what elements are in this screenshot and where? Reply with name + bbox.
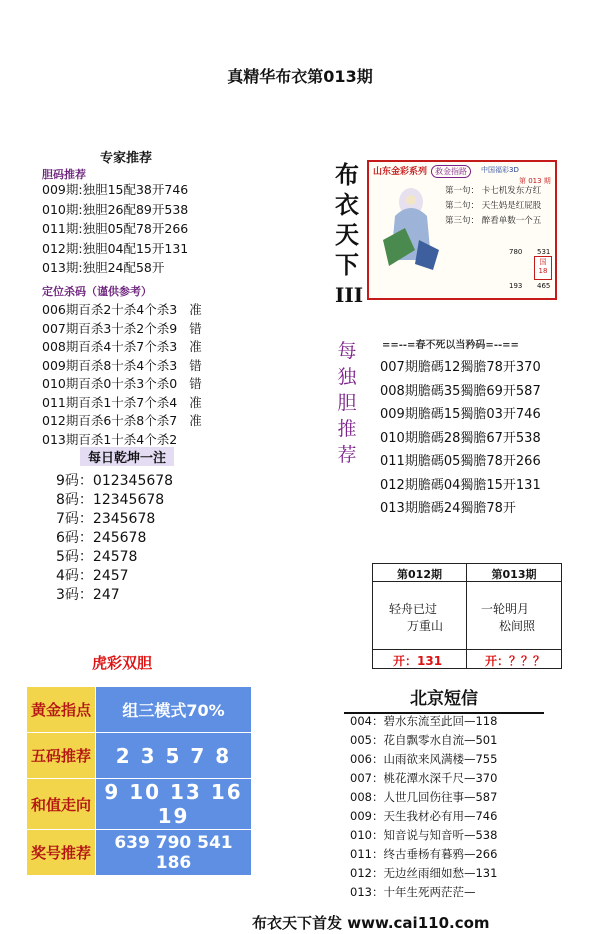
dan-char-5: 荐	[337, 444, 357, 466]
tiger-row-label: 黄金指点	[27, 687, 96, 733]
daily-item: 3码：247	[56, 587, 120, 603]
poem-col1-header: 第012期	[397, 568, 442, 581]
dan-char-2: 独	[337, 366, 357, 388]
daily-header: 每日乾坤一注	[80, 447, 174, 466]
beijing-item: 011：终古垂杨有暮鸦—266	[350, 847, 498, 861]
dan-vertical-title	[334, 338, 360, 468]
poem-col2-header: 第013期	[491, 568, 537, 581]
dan-header: ==--=春不死以当矜码=--==	[382, 340, 519, 351]
kill-mark: 准	[185, 302, 202, 317]
tiger-row-label: 和值走向	[27, 779, 96, 830]
dan-char-3: 胆	[337, 392, 357, 414]
tiger-grid	[26, 686, 252, 876]
kill-item	[42, 301, 202, 320]
daily-item: 8码：12345678	[56, 492, 165, 508]
banner-num-left-top: 780	[509, 248, 523, 256]
daily-item: 9码：012345678	[56, 473, 174, 489]
daily-item: 5码：24578	[56, 549, 138, 565]
kill-text: 011期百杀1十杀7个杀4	[42, 394, 178, 410]
banner-series: 山东金彩系列	[373, 167, 428, 177]
kill-mark: 错	[185, 357, 202, 373]
banner-num-right-bottom: 465	[537, 282, 551, 290]
daily-item: 4码：2457	[56, 568, 129, 584]
poem-table	[372, 563, 562, 669]
kill-item	[42, 338, 202, 357]
kill-text: 008期百杀4十杀7个杀3	[42, 339, 178, 354]
dan-list	[380, 356, 541, 521]
poem-col2-open: 开：？？？	[485, 654, 546, 668]
dan-char-1: 每	[337, 340, 357, 362]
kill-mark: 准	[185, 339, 202, 354]
poem-col2-line2: 松间照	[499, 619, 536, 633]
tiger-row	[27, 779, 252, 830]
footer-text: 布衣天下首发 www.cai110.com	[252, 914, 490, 932]
kill-text: 013期百杀1十杀4个杀2	[42, 431, 178, 447]
banner-num-right-top: 531	[537, 248, 551, 256]
tiger-row	[27, 830, 252, 876]
banner-vertical-title	[335, 160, 364, 310]
tiger-row-value: 639 790 541 186	[96, 830, 252, 876]
kill-list	[42, 301, 202, 449]
beijing-item: 008：人世几回伤往事—587	[350, 790, 498, 804]
tiger-row-label: 五码推荐	[27, 733, 96, 779]
tiger-row	[27, 687, 252, 733]
tiger-row	[27, 733, 252, 779]
banner-image	[367, 160, 557, 300]
banner-num-center: 国 18	[534, 256, 552, 280]
daily-list	[56, 472, 173, 605]
beijing-item: 013：十年生死两茫茫—	[350, 885, 476, 899]
beijing-header-wrap	[344, 684, 544, 714]
dan-item: 008期膽碼35獨膽69开587	[380, 383, 541, 399]
kill-item	[42, 394, 202, 413]
beijing-header: 北京短信	[410, 689, 478, 709]
expert-item: 012期:独胆04配15开131	[42, 240, 189, 256]
banner-char-5: III	[335, 283, 364, 307]
poem-col1-line1: 轻舟已过	[389, 602, 438, 616]
banner-char-4: 下	[335, 250, 359, 279]
banner-char-2: 衣	[335, 190, 359, 219]
banner-issue: 第 013 期	[519, 177, 551, 185]
expert-subheader: 胆码推荐	[42, 168, 86, 181]
banner-motto: 救金指路	[431, 165, 471, 178]
kill-mark: 错	[185, 376, 202, 391]
beijing-item: 006：山雨欲来风满楼—755	[350, 752, 498, 766]
banner-line-1: 第一句： 卡七机发东方红	[445, 186, 542, 196]
kill-text: 010期百杀0十杀3个杀0	[42, 376, 178, 391]
beijing-item: 007：桃花潭水深千尺—370	[350, 771, 498, 785]
banner-line-2: 第二句： 天生妈是红屁股	[445, 201, 542, 211]
tiger-row-value: 组三模式70%	[96, 687, 252, 733]
kill-mark: 准	[185, 413, 202, 428]
tiger-row-value: 9 10 13 16 19	[96, 779, 252, 830]
dan-char-4: 推	[337, 418, 357, 440]
scholar-illustration-icon	[375, 180, 447, 275]
beijing-list	[350, 712, 497, 902]
banner-site: 中国福彩3D	[481, 166, 519, 174]
banner-lines	[445, 184, 551, 229]
expert-list	[42, 180, 188, 278]
expert-item: 010期:独胆26配89开538	[42, 201, 189, 217]
tiger-header: 虎彩双胆	[92, 654, 153, 672]
tiger-row-value: 2 3 5 7 8	[96, 733, 252, 779]
banner-num-left-bottom: 193	[509, 282, 523, 290]
kill-subheader: 定位杀码（谨供参考）	[42, 285, 152, 298]
poem-col1-line2: 万重山	[407, 619, 444, 633]
beijing-item: 010：知音说与知音听—538	[350, 828, 498, 842]
dan-item: 011期膽碼05獨膽78开266	[380, 454, 541, 469]
beijing-item: 009：天生我材必有用—746	[350, 809, 498, 823]
dan-item: 007期膽碼12獨膽78开370	[380, 360, 541, 375]
dan-item: 009期膽碼15獨膽03开746	[380, 407, 541, 422]
beijing-item: 004：碧水东流至此回—118	[350, 714, 498, 728]
poem-col2-line1: 一轮明月	[481, 602, 530, 616]
page-title: 真精华布衣第013期	[227, 67, 373, 86]
tiger-row-label: 奖号推荐	[27, 830, 96, 876]
kill-text: 012期百杀6十杀8个杀7	[42, 413, 178, 428]
banner-char-1: 布	[335, 160, 359, 189]
kill-item	[42, 412, 202, 431]
expert-header: 专家推荐	[100, 151, 153, 166]
kill-text: 007期百杀3十杀2个杀9	[42, 320, 178, 336]
daily-item: 7码：2345678	[56, 511, 156, 527]
daily-item: 6码：245678	[56, 530, 147, 546]
dan-item: 010期膽碼28獨膽67开538	[380, 430, 541, 446]
kill-text: 006期百杀2十杀4个杀3	[42, 302, 178, 317]
kill-item	[42, 320, 202, 339]
expert-item: 009期:独胆15配38开746	[42, 182, 189, 197]
banner-char-3: 天	[335, 220, 359, 249]
beijing-item: 005：花自飘零水自流—501	[350, 733, 498, 747]
dan-item: 013期膽碼24獨膽78开	[380, 501, 516, 516]
kill-mark: 准	[185, 394, 202, 410]
tiger-table	[26, 686, 252, 876]
poem-col1-open: 开：131	[393, 654, 443, 668]
beijing-item: 012：无边丝雨细如愁—131	[350, 866, 498, 880]
kill-text: 009期百杀8十杀4个杀3	[42, 357, 178, 373]
expert-item: 011期:独胆05配78开266	[42, 221, 189, 236]
kill-item	[42, 375, 202, 394]
expert-item: 013期:独胆24配58开	[42, 260, 165, 275]
banner-line-3: 第三句： 醉看单数一个五	[445, 216, 542, 226]
dan-item: 012期膽碼04獨膽15开131	[380, 477, 541, 493]
kill-item	[42, 357, 202, 376]
kill-mark: 错	[185, 320, 202, 336]
